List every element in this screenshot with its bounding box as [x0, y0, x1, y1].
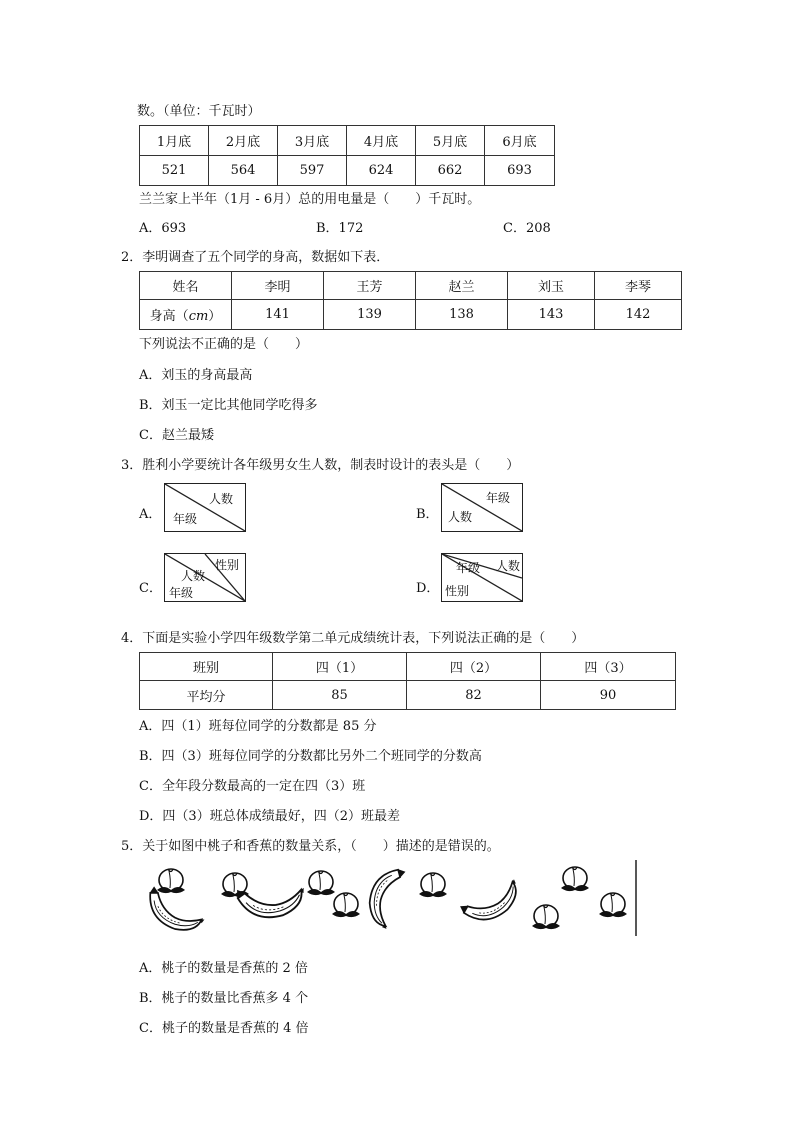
q2-option-c[interactable]: C．赵兰最矮 — [139, 428, 214, 443]
q3-d-label-bottom: 性别 — [445, 584, 470, 598]
q2-row-label-suffix: ） — [208, 309, 222, 324]
q4-header-cell: 班别 — [140, 653, 273, 681]
q1-continuation: 数。（单位：千瓦时） — [137, 104, 261, 119]
q1-value-cell: 693 — [485, 156, 555, 186]
q2-row-label-unit: cm — [188, 309, 209, 324]
q2-value-cell: 142 — [595, 300, 682, 330]
q3-d-label-middle: 年级 — [456, 561, 481, 575]
peach-5 — [419, 873, 447, 897]
q4-header-cell: 四（3） — [541, 653, 676, 681]
peach-1 — [157, 869, 185, 893]
q2-header-cell: 刘玉 — [508, 272, 595, 300]
q3-a-label-top: 人数 — [209, 492, 234, 506]
q2-option-b[interactable]: B．刘玉一定比其他同学吃得多 — [139, 398, 318, 413]
q1-option-c[interactable]: C．208 — [503, 221, 551, 236]
q4-value-cell: 85 — [273, 681, 407, 710]
q3-c-label-top: 性别 — [215, 558, 240, 572]
q2-option-a[interactable]: A．刘玉的身高最高 — [139, 368, 253, 383]
peach-4 — [332, 893, 360, 917]
banana-3 — [362, 868, 417, 931]
banana-4 — [459, 863, 523, 931]
peach-7 — [561, 867, 589, 891]
banana-1 — [150, 887, 204, 930]
q1-value-cell: 564 — [209, 156, 278, 186]
q5-stem: 5．关于如图中桃子和香蕉的数量关系，（ ）描述的是错误的。 — [121, 839, 500, 854]
q4-option-d[interactable]: D．四（3）班总体成绩最好，四（2）班最差 — [139, 809, 400, 824]
q2-header-cell: 姓名 — [140, 272, 232, 300]
q2-header-cell: 李琴 — [595, 272, 682, 300]
q3-option-a-header-box[interactable] — [164, 483, 246, 532]
q5-option-c[interactable]: C．桃子的数量是香蕉的 4 倍 — [139, 1021, 309, 1036]
q1-value-cell: 624 — [347, 156, 416, 186]
q3-stem: 3．胜利小学要统计各年级男女生人数，制表时设计的表头是（ ） — [121, 458, 520, 473]
q4-header-cell: 四（2） — [407, 653, 541, 681]
q3-option-c-letter[interactable]: C． — [139, 581, 162, 596]
q1-option-b[interactable]: B．172 — [316, 221, 364, 236]
q1-header-cell: 6月底 — [485, 126, 555, 156]
q2-header-cell: 李明 — [232, 272, 324, 300]
q3-a-label-bottom: 年级 — [173, 512, 198, 526]
q2-value-cell: 138 — [416, 300, 508, 330]
fruit-picture-drawing — [143, 858, 638, 938]
q2-row-label-prefix: 身高（ — [149, 309, 189, 324]
q2-value-cell: 143 — [508, 300, 595, 330]
q1-header-cell: 1月底 — [140, 126, 209, 156]
q1-table — [139, 125, 555, 186]
q4-stem: 4．下面是实验小学四年级数学第二单元成绩统计表，下列说法正确的是（ ） — [121, 631, 585, 646]
q2-value-cell: 139 — [324, 300, 416, 330]
q3-b-label-top: 年级 — [486, 491, 511, 505]
q3-option-a-letter[interactable]: A． — [139, 507, 162, 522]
q1-header-cell: 3月底 — [278, 126, 347, 156]
q5-option-a[interactable]: A．桃子的数量是香蕉的 2 倍 — [139, 961, 308, 976]
q3-option-d-header-box[interactable] — [441, 553, 523, 602]
q1-option-a[interactable]: A．693 — [139, 221, 187, 236]
q2-header-cell: 赵兰 — [416, 272, 508, 300]
banana-2 — [234, 859, 310, 932]
q2-header-cell: 王芳 — [324, 272, 416, 300]
q3-c-label-bottom: 年级 — [169, 586, 194, 600]
q1-header-cell: 5月底 — [416, 126, 485, 156]
q3-option-d-letter[interactable]: D． — [416, 581, 440, 596]
q2-question: 下列说法不正确的是（ ） — [139, 337, 309, 352]
q1-question: 兰兰家上半年（1月 - 6月）总的用电量是（ ）千瓦时。 — [139, 192, 481, 207]
q4-option-a[interactable]: A．四（1）班每位同学的分数都是 85 分 — [139, 719, 377, 734]
q2-value-cell: 141 — [232, 300, 324, 330]
q2-row-label — [140, 300, 232, 330]
peach-8 — [599, 893, 627, 917]
q2-table — [139, 271, 682, 330]
q5-option-b[interactable]: B．桃子的数量比香蕉多 4 个 — [139, 991, 309, 1006]
q4-value-cell: 82 — [407, 681, 541, 710]
q4-table — [139, 652, 676, 710]
q1-value-cell: 597 — [278, 156, 347, 186]
q1-value-cell: 662 — [416, 156, 485, 186]
q1-value-cell: 521 — [140, 156, 209, 186]
q1-header-cell: 4月底 — [347, 126, 416, 156]
q4-row-label: 平均分 — [140, 681, 273, 710]
q3-d-label-top: 人数 — [496, 559, 521, 573]
q4-option-c[interactable]: C．全年段分数最高的一定在四（3）班 — [139, 779, 366, 794]
peach-3 — [307, 871, 335, 895]
q3-option-b-header-box[interactable] — [441, 483, 523, 532]
q3-b-label-bottom: 人数 — [448, 510, 473, 524]
q4-value-cell: 90 — [541, 681, 676, 710]
q3-option-b-letter[interactable]: B． — [416, 507, 439, 522]
q4-header-cell: 四（1） — [273, 653, 407, 681]
q2-stem: 2．李明调查了五个同学的身高，数据如下表． — [121, 250, 390, 265]
q1-header-cell: 2月底 — [209, 126, 278, 156]
q3-c-label-middle: 人数 — [181, 569, 206, 583]
fruit-picture — [143, 858, 638, 938]
q3-option-c-header-box[interactable] — [164, 553, 246, 602]
peach-6 — [532, 905, 560, 929]
q4-option-b[interactable]: B．四（3）班每位同学的分数都比另外二个班同学的分数高 — [139, 749, 482, 764]
